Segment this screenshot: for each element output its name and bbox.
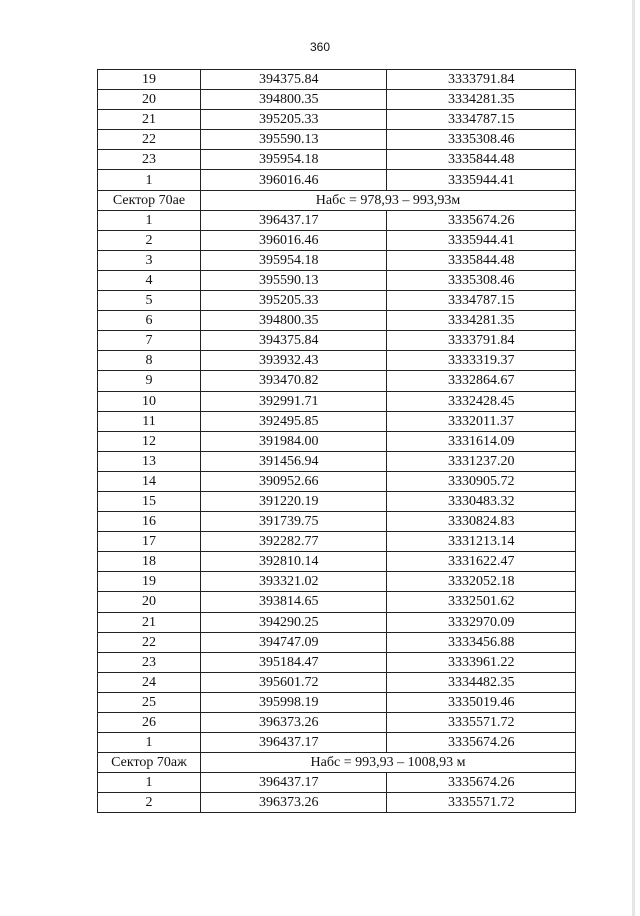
point-number-cell: 21 — [98, 110, 201, 130]
point-number-cell: 23 — [98, 652, 201, 672]
x-coordinate-cell: 395590.13 — [201, 130, 387, 150]
point-number-cell: 2 — [98, 793, 201, 813]
y-coordinate-cell: 3334787.15 — [387, 110, 576, 130]
table-row — [98, 552, 576, 572]
table-row — [98, 230, 576, 250]
point-number-cell: 17 — [98, 532, 201, 552]
point-number-cell: 1 — [98, 170, 201, 190]
table-row — [98, 150, 576, 170]
point-number-cell: 2 — [98, 230, 201, 250]
x-coordinate-cell: 396373.26 — [201, 713, 387, 733]
altitude-range-cell: Набс = 978,93 – 993,93м — [201, 190, 576, 210]
point-number-cell: 1 — [98, 773, 201, 793]
table-row — [98, 713, 576, 733]
y-coordinate-cell: 3335308.46 — [387, 270, 576, 290]
y-coordinate-cell: 3333791.84 — [387, 70, 576, 90]
point-number-cell: 24 — [98, 672, 201, 692]
y-coordinate-cell: 3335019.46 — [387, 692, 576, 712]
y-coordinate-cell: 3335674.26 — [387, 773, 576, 793]
y-coordinate-cell: 3331237.20 — [387, 451, 576, 471]
point-number-cell: 18 — [98, 552, 201, 572]
table-row — [98, 692, 576, 712]
point-number-cell: 10 — [98, 391, 201, 411]
point-number-cell: 22 — [98, 130, 201, 150]
y-coordinate-cell: 3333456.88 — [387, 632, 576, 652]
x-coordinate-cell: 391739.75 — [201, 512, 387, 532]
x-coordinate-cell: 396373.26 — [201, 793, 387, 813]
y-coordinate-cell: 3334281.35 — [387, 90, 576, 110]
table-row — [98, 391, 576, 411]
x-coordinate-cell: 395954.18 — [201, 150, 387, 170]
table-row — [98, 351, 576, 371]
point-number-cell: 9 — [98, 371, 201, 391]
x-coordinate-cell: 395205.33 — [201, 110, 387, 130]
sector-name-cell: Сектор 70ае — [98, 190, 201, 210]
point-number-cell: 26 — [98, 713, 201, 733]
x-coordinate-cell: 391456.94 — [201, 451, 387, 471]
point-number-cell: 8 — [98, 351, 201, 371]
point-number-cell: 6 — [98, 311, 201, 331]
table-row — [98, 431, 576, 451]
table-row — [98, 371, 576, 391]
table-row — [98, 331, 576, 351]
sector-name-cell: Сектор 70аж — [98, 753, 201, 773]
y-coordinate-cell: 3335944.41 — [387, 230, 576, 250]
y-coordinate-cell: 3332970.09 — [387, 612, 576, 632]
table-row — [98, 291, 576, 311]
x-coordinate-cell: 396016.46 — [201, 170, 387, 190]
y-coordinate-cell: 3335844.48 — [387, 150, 576, 170]
x-coordinate-cell: 395601.72 — [201, 672, 387, 692]
table-row — [98, 512, 576, 532]
point-number-cell: 5 — [98, 291, 201, 311]
table-row — [98, 130, 576, 150]
y-coordinate-cell: 3332501.62 — [387, 592, 576, 612]
table-row — [98, 70, 576, 90]
y-coordinate-cell: 3330905.72 — [387, 471, 576, 491]
point-number-cell: 22 — [98, 632, 201, 652]
x-coordinate-cell: 394375.84 — [201, 331, 387, 351]
table-row — [98, 632, 576, 652]
y-coordinate-cell: 3335571.72 — [387, 713, 576, 733]
x-coordinate-cell: 395205.33 — [201, 291, 387, 311]
sector-header-row — [98, 753, 576, 773]
x-coordinate-cell: 392282.77 — [201, 532, 387, 552]
y-coordinate-cell: 3335674.26 — [387, 733, 576, 753]
y-coordinate-cell: 3331614.09 — [387, 431, 576, 451]
y-coordinate-cell: 3331622.47 — [387, 552, 576, 572]
table-row — [98, 170, 576, 190]
x-coordinate-cell: 394800.35 — [201, 311, 387, 331]
x-coordinate-cell: 393470.82 — [201, 371, 387, 391]
table-row — [98, 532, 576, 552]
table-row — [98, 311, 576, 331]
y-coordinate-cell: 3330824.83 — [387, 512, 576, 532]
table-row — [98, 572, 576, 592]
point-number-cell: 25 — [98, 692, 201, 712]
y-coordinate-cell: 3335571.72 — [387, 793, 576, 813]
y-coordinate-cell: 3334281.35 — [387, 311, 576, 331]
coordinates-table-body — [98, 70, 576, 813]
point-number-cell: 20 — [98, 90, 201, 110]
point-number-cell: 19 — [98, 70, 201, 90]
table-row — [98, 491, 576, 511]
x-coordinate-cell: 394375.84 — [201, 70, 387, 90]
y-coordinate-cell: 3332428.45 — [387, 391, 576, 411]
x-coordinate-cell: 391984.00 — [201, 431, 387, 451]
point-number-cell: 16 — [98, 512, 201, 532]
sector-header-row — [98, 190, 576, 210]
x-coordinate-cell: 393932.43 — [201, 351, 387, 371]
table-row — [98, 672, 576, 692]
x-coordinate-cell: 396437.17 — [201, 733, 387, 753]
x-coordinate-cell: 392991.71 — [201, 391, 387, 411]
table-row — [98, 652, 576, 672]
page-number: 360 — [309, 40, 331, 54]
x-coordinate-cell: 396437.17 — [201, 210, 387, 230]
y-coordinate-cell: 3330483.32 — [387, 491, 576, 511]
y-coordinate-cell: 3332864.67 — [387, 371, 576, 391]
table-row — [98, 451, 576, 471]
point-number-cell: 3 — [98, 250, 201, 270]
x-coordinate-cell: 394747.09 — [201, 632, 387, 652]
y-coordinate-cell: 3333791.84 — [387, 331, 576, 351]
point-number-cell: 14 — [98, 471, 201, 491]
x-coordinate-cell: 392495.85 — [201, 411, 387, 431]
table-row — [98, 773, 576, 793]
point-number-cell: 20 — [98, 592, 201, 612]
x-coordinate-cell: 395998.19 — [201, 692, 387, 712]
x-coordinate-cell: 395954.18 — [201, 250, 387, 270]
table-row — [98, 110, 576, 130]
x-coordinate-cell: 393321.02 — [201, 572, 387, 592]
point-number-cell: 23 — [98, 150, 201, 170]
y-coordinate-cell: 3333961.22 — [387, 652, 576, 672]
y-coordinate-cell: 3335308.46 — [387, 130, 576, 150]
y-coordinate-cell: 3335674.26 — [387, 210, 576, 230]
table-row — [98, 733, 576, 753]
table-row — [98, 411, 576, 431]
table-row — [98, 270, 576, 290]
y-coordinate-cell: 3331213.14 — [387, 532, 576, 552]
x-coordinate-cell: 396016.46 — [201, 230, 387, 250]
point-number-cell: 21 — [98, 612, 201, 632]
altitude-range-cell: Набс = 993,93 – 1008,93 м — [201, 753, 576, 773]
table-row — [98, 210, 576, 230]
x-coordinate-cell: 391220.19 — [201, 491, 387, 511]
x-coordinate-cell: 395590.13 — [201, 270, 387, 290]
y-coordinate-cell: 3335844.48 — [387, 250, 576, 270]
table-row — [98, 592, 576, 612]
x-coordinate-cell: 390952.66 — [201, 471, 387, 491]
point-number-cell: 1 — [98, 733, 201, 753]
coordinates-table — [97, 69, 576, 813]
scan-edge-shadow — [632, 0, 635, 916]
x-coordinate-cell: 395184.47 — [201, 652, 387, 672]
x-coordinate-cell: 392810.14 — [201, 552, 387, 572]
point-number-cell: 7 — [98, 331, 201, 351]
y-coordinate-cell: 3333319.37 — [387, 351, 576, 371]
point-number-cell: 11 — [98, 411, 201, 431]
table-row — [98, 471, 576, 491]
x-coordinate-cell: 394290.25 — [201, 612, 387, 632]
x-coordinate-cell: 394800.35 — [201, 90, 387, 110]
y-coordinate-cell: 3332052.18 — [387, 572, 576, 592]
table-row — [98, 250, 576, 270]
point-number-cell: 13 — [98, 451, 201, 471]
point-number-cell: 1 — [98, 210, 201, 230]
point-number-cell: 4 — [98, 270, 201, 290]
y-coordinate-cell: 3332011.37 — [387, 411, 576, 431]
point-number-cell: 15 — [98, 491, 201, 511]
point-number-cell: 12 — [98, 431, 201, 451]
y-coordinate-cell: 3334787.15 — [387, 291, 576, 311]
y-coordinate-cell: 3335944.41 — [387, 170, 576, 190]
table-row — [98, 612, 576, 632]
x-coordinate-cell: 393814.65 — [201, 592, 387, 612]
x-coordinate-cell: 396437.17 — [201, 773, 387, 793]
table-row — [98, 793, 576, 813]
table-row — [98, 90, 576, 110]
y-coordinate-cell: 3334482.35 — [387, 672, 576, 692]
point-number-cell: 19 — [98, 572, 201, 592]
